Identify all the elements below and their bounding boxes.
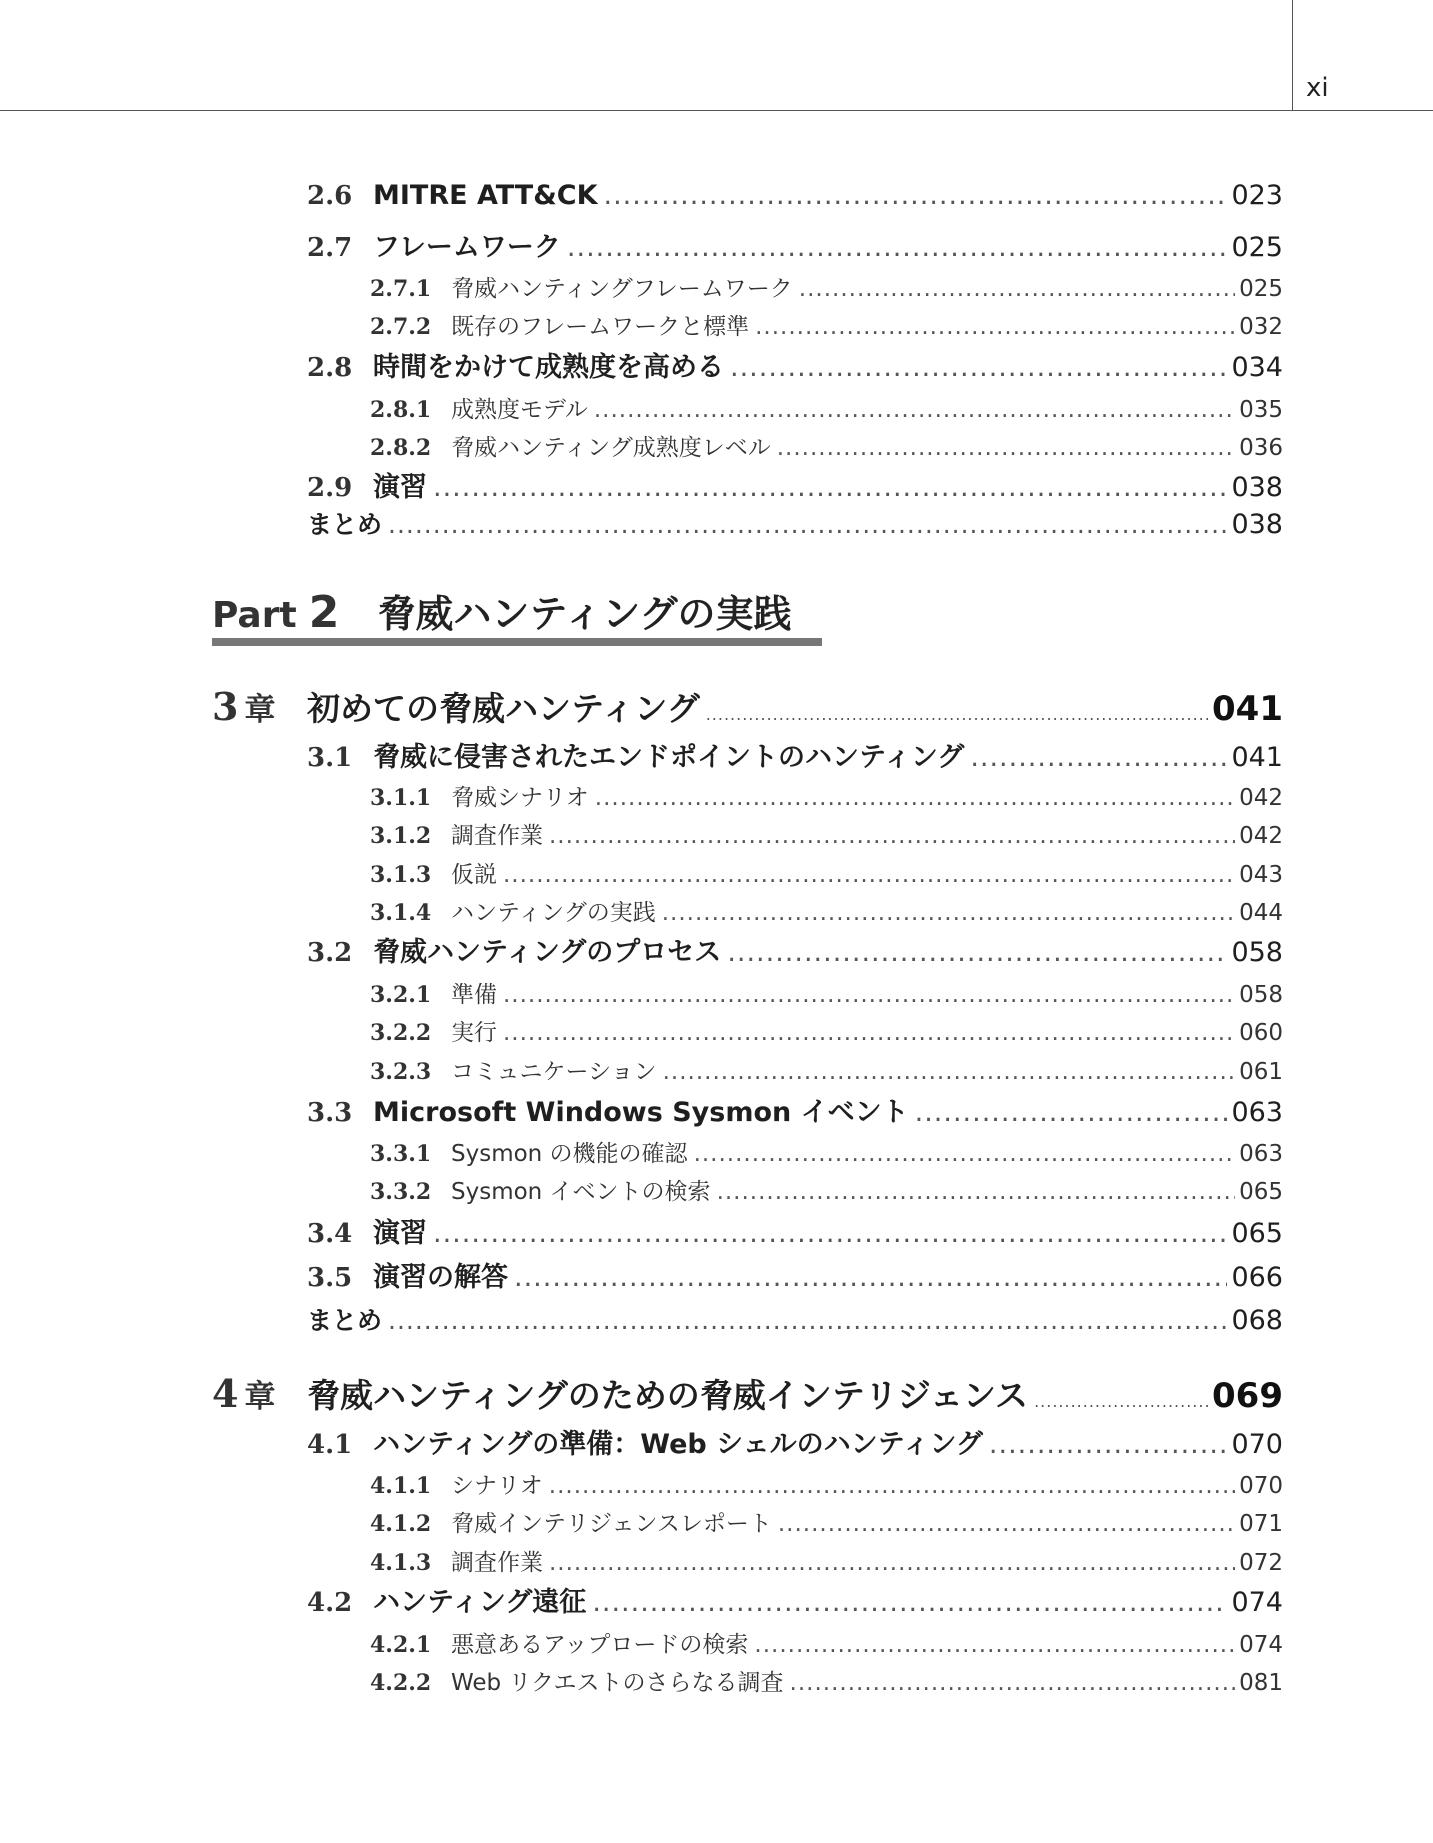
subsection-number: 2.8.2 (370, 435, 432, 461)
dot-leader (790, 1670, 1236, 1696)
subsection-title: 既存のフレームワークと標準 (451, 314, 750, 340)
page-ref: 036 (1239, 435, 1283, 461)
dot-leader (755, 314, 1235, 340)
toc-summary-ch2[interactable] (307, 505, 1283, 539)
page-ref: 041 (1231, 742, 1283, 773)
subsection-number: 3.1.2 (370, 823, 432, 849)
subsection-number: 4.2.2 (370, 1670, 432, 1696)
page-ref: 042 (1239, 823, 1283, 849)
subsection-title: 脅威インテリジェンスレポート (451, 1511, 772, 1537)
section-title: 演習 (373, 472, 427, 503)
toc-section-2-9[interactable] (307, 465, 1283, 503)
page-ref: 038 (1231, 472, 1283, 503)
header-rule (0, 110, 1433, 111)
page-ref: 038 (1231, 509, 1283, 540)
subsection-title: 脅威ハンティング成熟度レベル (451, 435, 771, 461)
dot-leader (727, 937, 1227, 968)
dot-leader (549, 1550, 1235, 1576)
section-number: 2.9 (307, 473, 353, 503)
page-ref: 065 (1239, 1179, 1283, 1205)
toc-section-3-4[interactable] (307, 1211, 1283, 1249)
page-ref: 032 (1239, 314, 1283, 340)
toc-summary-ch3[interactable] (307, 1301, 1283, 1335)
toc-subsection-3-2-2[interactable] (370, 1014, 1283, 1044)
toc-subsection-4-1-1[interactable] (370, 1467, 1283, 1497)
chapter-digit: 4 (212, 1371, 239, 1416)
dot-leader (799, 276, 1235, 302)
subsection-number: 2.8.1 (370, 397, 432, 423)
dot-leader (595, 785, 1235, 811)
toc-subsection-3-1-4[interactable] (370, 894, 1283, 924)
section-title: 脅威ハンティングのプロセス (373, 937, 722, 968)
toc-subsection-4-1-2[interactable] (370, 1505, 1283, 1535)
part-heading (212, 583, 792, 638)
subsection-number: 3.2.3 (370, 1059, 432, 1085)
dot-leader (514, 1262, 1227, 1293)
part-label: Part (212, 595, 297, 636)
toc-subsection-4-2-2[interactable] (370, 1664, 1283, 1694)
dot-leader (694, 1141, 1236, 1167)
toc-subsection-3-3-1[interactable] (370, 1135, 1283, 1165)
page-ref: 041 (1212, 689, 1283, 729)
section-number: 3.5 (307, 1263, 353, 1293)
page-ref: 069 (1212, 1376, 1283, 1416)
dot-leader (915, 1097, 1228, 1128)
page-ref: 044 (1239, 900, 1283, 926)
dot-leader (778, 1511, 1235, 1537)
subsection-title: コミュニケーション (451, 1059, 657, 1085)
section-title: 演習 (373, 1218, 427, 1249)
section-title: ハンティングの準備：Web シェルのハンティング (373, 1429, 983, 1460)
dot-leader (503, 1020, 1235, 1046)
page-ref: 068 (1231, 1305, 1283, 1336)
dot-leader (567, 232, 1228, 263)
subsection-title: 準備 (451, 982, 497, 1008)
toc-subsection-2-8-1[interactable] (370, 391, 1283, 421)
section-title: Microsoft Windows Sysmon イベント (373, 1097, 909, 1128)
toc-subsection-4-1-3[interactable] (370, 1544, 1283, 1574)
dot-leader (663, 1059, 1235, 1085)
page-ref: 023 (1231, 180, 1283, 211)
dot-leader (388, 510, 1227, 539)
chapter-number (212, 684, 307, 729)
toc-section-3-2[interactable] (307, 930, 1283, 968)
part-title: 脅威ハンティングの実践 (377, 592, 792, 636)
subsection-title: 脅威シナリオ (451, 785, 589, 811)
page-ref: 043 (1239, 862, 1283, 888)
toc-subsection-3-1-3[interactable] (370, 856, 1283, 886)
subsection-title: Sysmon イベントの検索 (451, 1179, 711, 1205)
section-title: 演習の解答 (373, 1262, 508, 1293)
page-ref: 063 (1231, 1097, 1283, 1128)
subsection-number: 3.3.2 (370, 1179, 432, 1205)
toc-chapter-3[interactable] (212, 683, 1283, 727)
dot-leader (433, 472, 1227, 503)
dot-leader (717, 1179, 1236, 1205)
dot-leader (549, 823, 1235, 849)
page-ref: 070 (1239, 1473, 1283, 1499)
section-number: 4.1 (307, 1430, 353, 1460)
subsection-title: 成熟度モデル (451, 397, 588, 423)
toc-section-2-8[interactable] (307, 345, 1283, 383)
toc-section-3-5[interactable] (307, 1255, 1283, 1293)
dot-leader (754, 1632, 1235, 1658)
page-ref: 035 (1239, 397, 1283, 423)
page-ref: 070 (1231, 1429, 1283, 1460)
page-ref: 074 (1231, 1587, 1283, 1618)
toc-subsection-4-2-1[interactable] (370, 1626, 1283, 1656)
subsection-title: 調査作業 (451, 1550, 543, 1576)
toc-section-3-1[interactable] (307, 735, 1283, 773)
toc-section-3-3[interactable] (307, 1090, 1283, 1128)
subsection-title: Web リクエストのさらなる調査 (451, 1670, 784, 1696)
toc-subsection-2-7-2[interactable] (370, 308, 1283, 338)
subsection-number: 4.2.1 (370, 1632, 432, 1658)
chapter-title: 初めての脅威ハンティング (307, 689, 700, 728)
toc-subsection-3-2-1[interactable] (370, 976, 1283, 1006)
page-ref: 081 (1239, 1670, 1283, 1696)
toc-chapter-4[interactable] (212, 1370, 1283, 1414)
subsection-title: 悪意あるアップロードの検索 (451, 1632, 749, 1658)
subsection-number: 4.1.3 (370, 1550, 432, 1576)
section-number: 3.4 (307, 1219, 353, 1249)
toc-subsection-3-1-1[interactable] (370, 779, 1283, 809)
page-ref: 065 (1231, 1218, 1283, 1249)
dot-leader (1034, 1392, 1208, 1411)
dot-leader (594, 397, 1235, 423)
page-ref: 025 (1239, 276, 1283, 302)
subsection-number: 3.1.3 (370, 862, 432, 888)
section-title: フレームワーク (373, 232, 561, 263)
page-number: xi (1306, 73, 1329, 103)
page-ref: 025 (1231, 232, 1283, 263)
chapter-number (212, 1371, 307, 1416)
dot-leader (549, 1473, 1235, 1499)
subsection-number: 2.7.1 (370, 276, 432, 302)
dot-leader (388, 1306, 1227, 1335)
dot-leader (777, 435, 1235, 461)
summary-title: まとめ (307, 510, 383, 539)
dot-leader (730, 352, 1227, 383)
page-ref: 042 (1239, 785, 1283, 811)
summary-title: まとめ (307, 1306, 383, 1335)
dot-leader (592, 1587, 1227, 1618)
part-number: 2 (308, 587, 340, 638)
dot-leader (503, 982, 1235, 1008)
page-ref: 072 (1239, 1550, 1283, 1576)
dot-leader (604, 180, 1228, 211)
section-number: 2.7 (307, 233, 353, 263)
toc-section-4-1[interactable] (307, 1422, 1283, 1460)
subsection-number: 3.1.1 (370, 785, 432, 811)
subsection-title: シナリオ (451, 1473, 543, 1499)
section-title: ハンティング遠征 (373, 1587, 587, 1618)
chapter-suffix: 章 (244, 1379, 276, 1415)
subsection-number: 4.1.1 (370, 1473, 432, 1499)
subsection-title: ハンティングの実践 (451, 900, 656, 926)
part-underline (212, 638, 822, 646)
toc-subsection-3-3-2[interactable] (370, 1173, 1283, 1203)
toc-section-2-7[interactable] (307, 225, 1283, 263)
subsection-number: 3.2.2 (370, 1020, 432, 1046)
toc-subsection-3-2-3[interactable] (370, 1053, 1283, 1083)
subsection-number: 3.2.1 (370, 982, 432, 1008)
dot-leader (662, 900, 1235, 926)
subsection-title: 仮説 (451, 862, 497, 888)
subsection-title: 脅威ハンティングフレームワーク (451, 276, 793, 302)
toc-subsection-2-7-1[interactable] (370, 270, 1283, 300)
dot-leader (706, 705, 1208, 724)
chapter-suffix: 章 (244, 692, 276, 728)
section-title: 脅威に侵害されたエンドポイントのハンティング (373, 742, 965, 773)
page-ref: 061 (1239, 1059, 1283, 1085)
section-title: MITRE ATT&CK (373, 180, 598, 211)
subsection-title: Sysmon の機能の確認 (451, 1141, 688, 1167)
toc-section-4-2[interactable] (307, 1580, 1283, 1618)
page-ref: 066 (1231, 1262, 1283, 1293)
page-ref: 074 (1239, 1632, 1283, 1658)
toc-subsection-2-8-2[interactable] (370, 429, 1283, 459)
toc-section-2-6[interactable] (307, 180, 1283, 214)
section-number: 2.8 (307, 353, 353, 383)
page-ref: 060 (1239, 1020, 1283, 1046)
dot-leader (433, 1218, 1227, 1249)
section-number: 3.1 (307, 743, 353, 773)
chapter-digit: 3 (212, 684, 239, 729)
header-divider (1292, 0, 1293, 111)
page-ref: 058 (1239, 982, 1283, 1008)
page-ref: 034 (1231, 352, 1283, 383)
section-title: 時間をかけて成熟度を高める (373, 352, 724, 383)
subsection-title: 調査作業 (451, 823, 543, 849)
subsection-number: 3.1.4 (370, 900, 432, 926)
toc-subsection-3-1-2[interactable] (370, 817, 1283, 847)
section-number: 3.3 (307, 1098, 353, 1128)
dot-leader (970, 742, 1227, 773)
page-ref: 058 (1231, 937, 1283, 968)
section-number: 3.2 (307, 938, 353, 968)
subsection-number: 2.7.2 (370, 314, 432, 340)
subsection-number: 3.3.1 (370, 1141, 432, 1167)
chapter-title: 脅威ハンティングのための脅威インテリジェンス (307, 1376, 1029, 1415)
dot-leader (503, 862, 1235, 888)
subsection-number: 4.1.2 (370, 1511, 432, 1537)
dot-leader (989, 1429, 1228, 1460)
page-ref: 071 (1239, 1511, 1283, 1537)
section-number: 2.6 (307, 181, 353, 211)
subsection-title: 実行 (451, 1020, 497, 1046)
section-number: 4.2 (307, 1588, 353, 1618)
page-ref: 063 (1239, 1141, 1283, 1167)
